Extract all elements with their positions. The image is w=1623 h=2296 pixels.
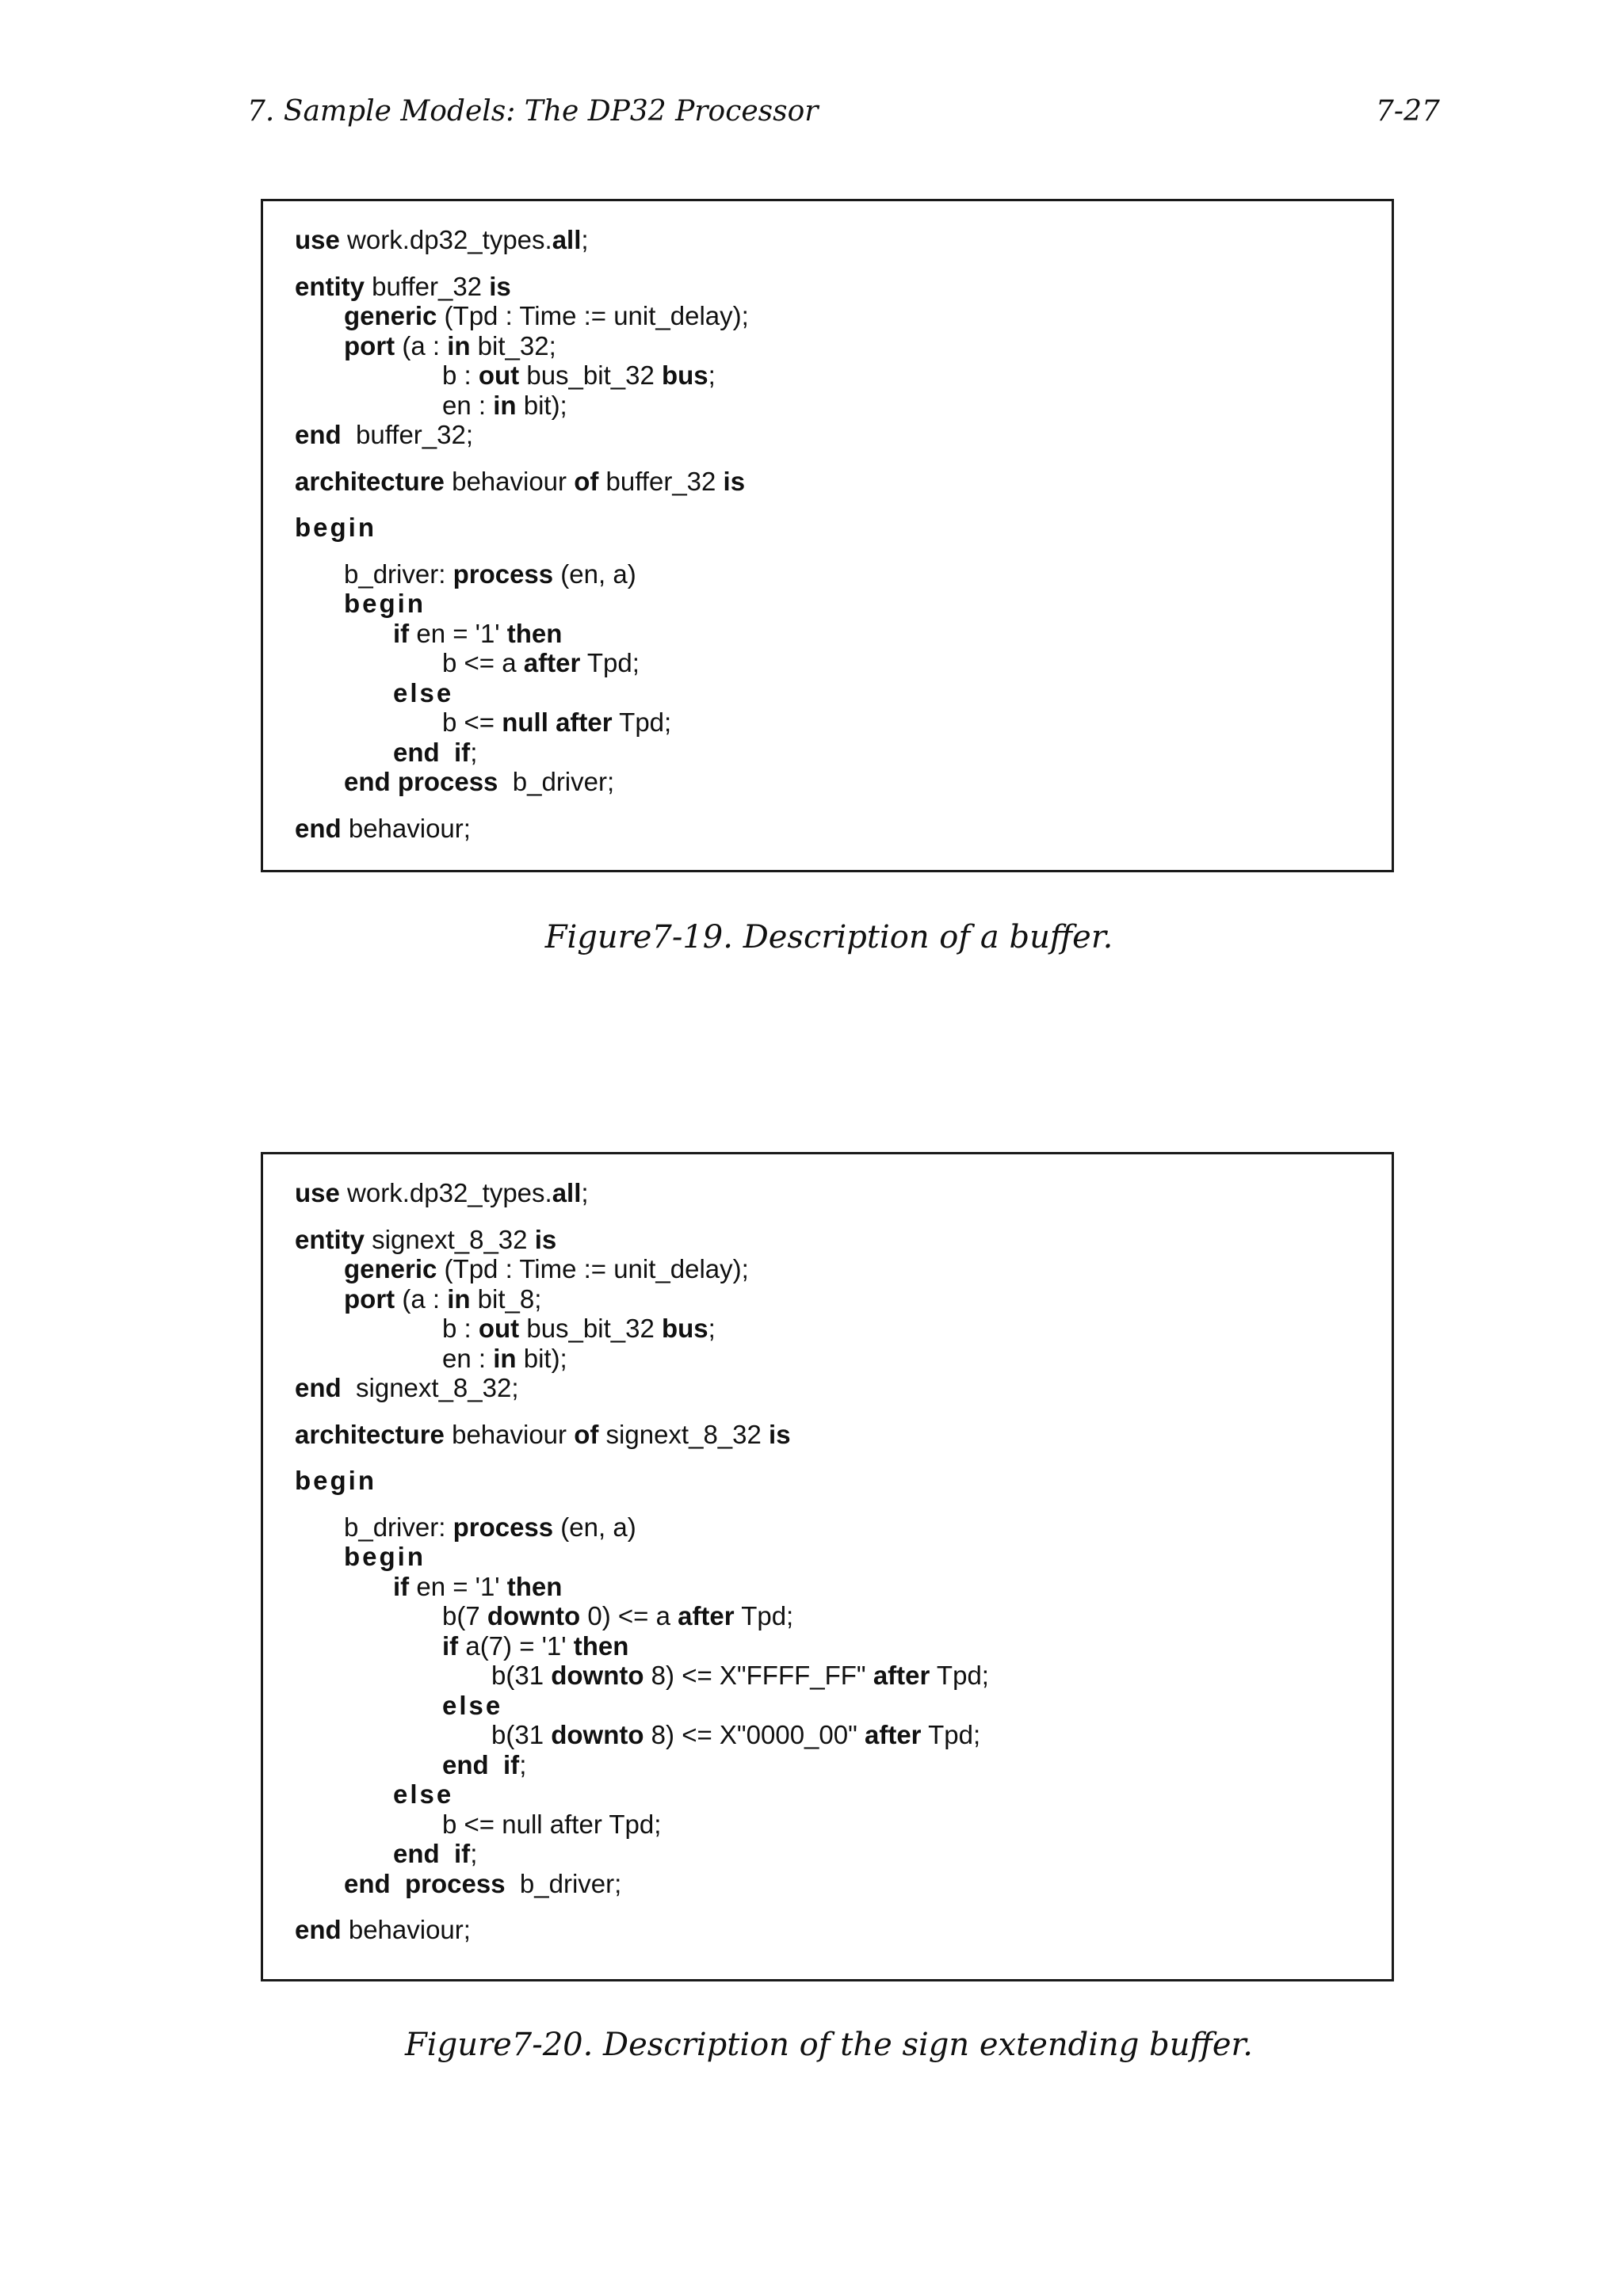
- code-line: if en = '1' then: [393, 618, 563, 648]
- code-line: begin: [295, 1466, 376, 1495]
- code-line: b : out bus_bit_32 bus;: [442, 360, 716, 390]
- figure-caption: Figure7-20. Description of the sign extending buffer.: [405, 2027, 1253, 2063]
- code-line: entity buffer_32 is: [295, 271, 511, 301]
- code-line: end if;: [393, 737, 478, 767]
- code-line: en : in bit);: [442, 1343, 567, 1373]
- code-line: end behaviour;: [295, 813, 471, 843]
- running-head: [0, 95, 1623, 143]
- code-line: use work.dp32_types.all;: [295, 1178, 589, 1207]
- code-listing-buffer: [261, 199, 1394, 872]
- code-line: b_driver: process (en, a): [344, 559, 636, 589]
- code-line: end if;: [442, 1749, 527, 1779]
- code-line: b <= null after Tpd;: [442, 707, 672, 737]
- code-line: use work.dp32_types.all;: [295, 225, 589, 254]
- code-line: architecture behaviour of buffer_32 is: [295, 466, 746, 496]
- code-line: end behaviour;: [295, 1915, 471, 1944]
- code-line: end if;: [393, 1839, 478, 1868]
- code-line: else: [442, 1690, 503, 1720]
- code-line: begin: [344, 1542, 426, 1571]
- code-line: b(31 downto 8) <= X"FFFF_FF" after Tpd;: [491, 1661, 989, 1690]
- page-number: 7-27: [1376, 95, 1440, 128]
- code-line: end signext_8_32;: [295, 1373, 519, 1402]
- code-line: architecture behaviour of signext_8_32 is: [295, 1419, 791, 1449]
- figure-caption: Figure7-19. Description of a buffer.: [544, 919, 1113, 955]
- code-line: generic (Tpd : Time := unit_delay);: [344, 1254, 749, 1283]
- code-line: begin: [344, 589, 426, 618]
- code-line: end process b_driver;: [344, 1868, 622, 1898]
- code-line: b(31 downto 8) <= X"0000_00" after Tpd;: [491, 1720, 981, 1749]
- code-line: generic (Tpd : Time := unit_delay);: [344, 301, 749, 330]
- code-line: b(7 downto 0) <= a after Tpd;: [442, 1601, 794, 1630]
- code-line: begin: [295, 513, 376, 542]
- code-line: b : out bus_bit_32 bus;: [442, 1314, 716, 1343]
- chapter-title: 7. Sample Models: The DP32 Processor: [247, 95, 819, 128]
- code-line: port (a : in bit_32;: [344, 330, 556, 360]
- code-line: b <= null after Tpd;: [442, 1809, 662, 1839]
- code-line: b_driver: process (en, a): [344, 1512, 636, 1542]
- code-line: else: [393, 677, 454, 707]
- code-listing-signext: [261, 1152, 1394, 1981]
- code-line: end process b_driver;: [344, 767, 615, 796]
- code-line: end buffer_32;: [295, 420, 474, 449]
- code-line: else: [393, 1779, 454, 1809]
- code-line: en : in bit);: [442, 390, 567, 420]
- code-line: b <= a after Tpd;: [442, 648, 640, 677]
- code-line: port (a : in bit_8;: [344, 1283, 542, 1314]
- code-line: if en = '1' then: [393, 1571, 563, 1601]
- code-line: entity signext_8_32 is: [295, 1224, 557, 1254]
- code-line: if a(7) = '1' then: [442, 1630, 629, 1661]
